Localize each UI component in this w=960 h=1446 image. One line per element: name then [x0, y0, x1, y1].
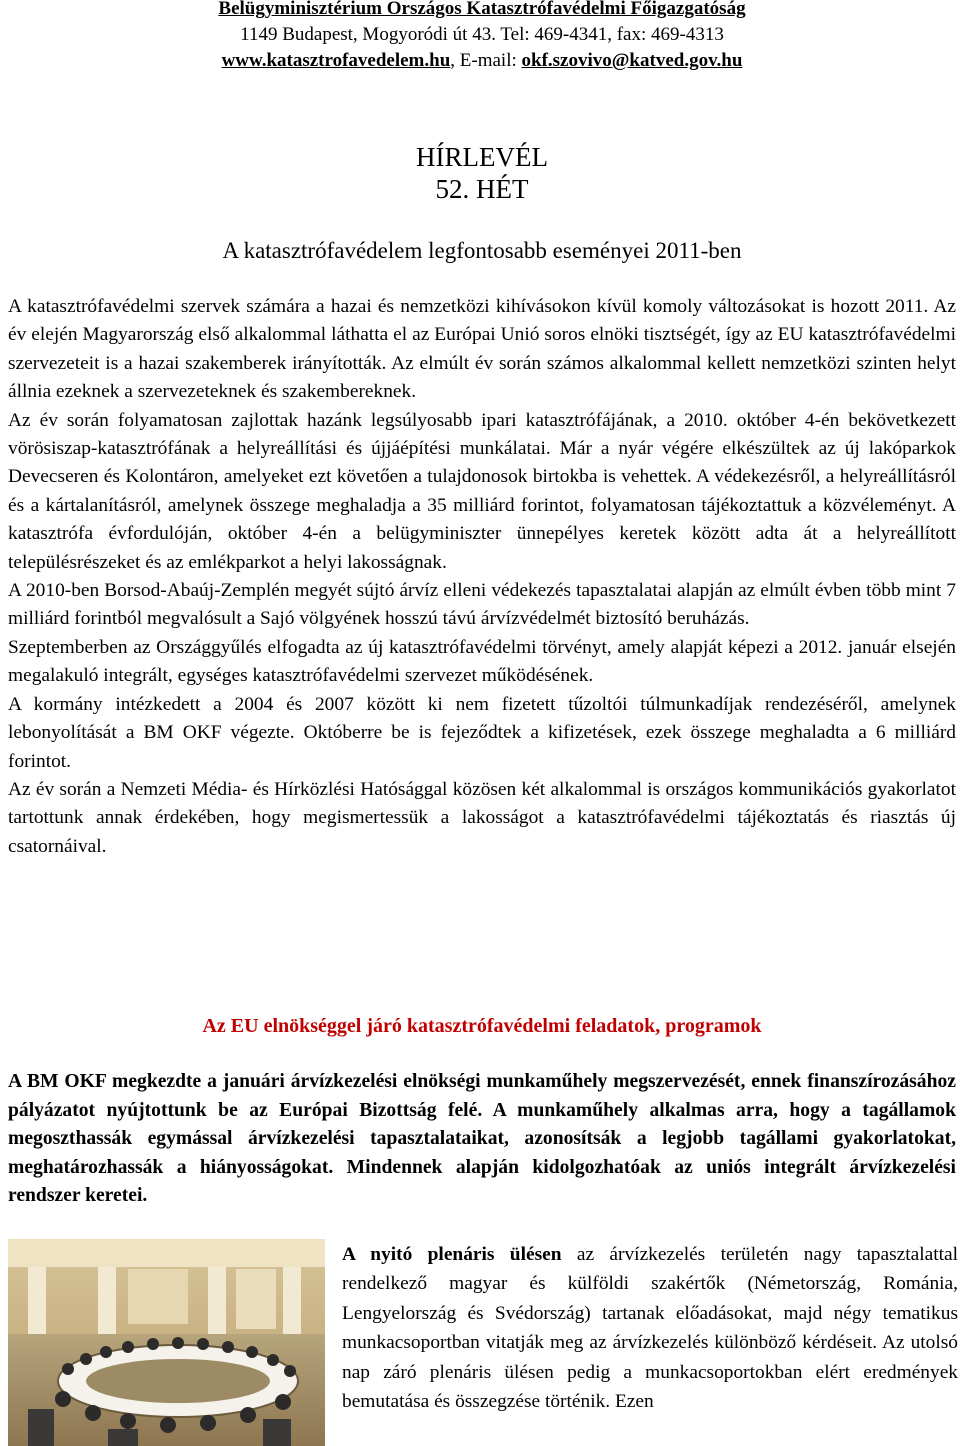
paragraph: A 2010-ben Borsod-Abaúj-Zemplén megyét sújtó árvíz elleni védekezés tapasztalatai alapján az elmúlt évben több mint 7 milliárd forintból megvalósult a Sajó völgyének hosszú távú árvízvédelmét biztosító beruházás. — [8, 580, 956, 630]
email-label: , E-mail: — [450, 50, 522, 71]
paragraph: A katasztrófavédelmi szervek számára a hazai és nemzetközi kihívásokon kívül komoly változásokat is hozott 2011. Az év elején Magyarország első alkalommal láthatta el az Európai Unió soros elnöki tisztségét, így az EU katasztrófavédelmi szervezeteit is a hazai szakemberek irányították. Az elmúlt év során számos alkalommal kellett nemzetközi szinten helyt állnia ezeknek a szervezeteknek és szakembereknek. — [8, 296, 956, 403]
week-number: 52. HÉT — [435, 174, 529, 204]
paragraph: Az év során a Nemzeti Média- és Hírközlési Hatósággal közösen két alkalommal is országos kommunikációs gyakorlatot tartottunk annak érdekében, hogy megismertessük a lakosságot a katasztrófavédelmi tájékoztatás és riasztás új csatornáival. — [8, 778, 956, 857]
paragraph: Az év során folyamatosan zajlottak hazánk legsúlyosabb ipari katasztrófájának, a 2010. október 4-én bekövetkezett vörösiszap-katasztrófának a helyreállítási és újjáépítési munkálatai. Már a nyár végére elkészültek az új lakóparkok Devecseren és Kolontáron, amelyeket ezt követően a tulajdonosok birtokba is vehettek. A védekezésről, a helyreállításról és a kártalanításról, amelynek összege meghaladja a 35 milliárd forintot, folyamatosan tájékoztattuk a közvéleményt. A katasztrófa évfordulóján, október 4-én a belügyminiszter ünnepélyes keretek között adta át a helyreállított településrészeket és az emlékparkot a helyi lakosságnak. — [8, 409, 956, 573]
section-heading: Az EU elnökséggel járó katasztrófavédelmi feladatok, programok — [202, 1015, 762, 1037]
paragraph: Szeptemberben az Országgyűlés elfogadta az új katasztrófavédelmi törvényt, amely alapját képezi a 2012. január elsején megalakuló integrált, egységes katasztrófavédelmi szervezet működésének. — [8, 636, 956, 687]
side-lead: A nyitó plenáris ülésen — [342, 1244, 562, 1265]
paragraph: A kormány intézkedett a 2004 és 2007 között ki nem fizetett tűzoltói túlmunkadíjak rendezéséről, amelynek lebonyolítását a BM OKF végezte. Októberre be is fejeződtek a kifizetések, ezek összege meghaladta a 6 milliárd forintot. — [8, 693, 956, 772]
bold-paragraph: A BM OKF megkezdte a januári árvízkezelési elnökségi munkaműhely megszervezését, ennek finanszírozásához pályázatot nyújtottunk be az Európai Bizottság felé. A munkaműhely alkalmas arra, hogy a tagállamok megoszthassák egymással árvízkezelési tapasztalataikat, azonosítsák a legjobb tagállami gyakorlatokat, meghatározhassák a hiányosságokat. Mindennek alapján kidolgozhatóak az uniós integrált árvízkezelési rendszer keretei. — [8, 1071, 956, 1207]
main-heading: A katasztrófavédelem legfontosabb eseményei 2011-ben — [222, 238, 742, 263]
newsletter-title: HÍRLEVÉL — [416, 142, 548, 172]
side-paragraph — [342, 1240, 958, 1416]
side-text: az árvízkezelés területén nagy tapasztalattal rendelkező magyar és külföldi szakértők (Németország, Románia, Lengyelország és Svédország) tartanak előadásokat, majd négy tematikus munkacsoportban vitatják meg az árvízkezelés különböző kérdéseit. Az utolsó nap záró plenáris ülésen pedig a munkacsoportokban elért eredmények bemutatása és összegzése történik. Ezen — [342, 1244, 958, 1413]
organization-name: Belügyminisztérium Országos Katasztrófavédelmi Főigazgatóság — [218, 0, 746, 19]
conference-photo — [8, 1239, 325, 1446]
website-link[interactable]: www.katasztrofavedelem.hu — [221, 50, 451, 71]
email-link[interactable]: okf.szovivo@katved.gov.hu — [521, 50, 743, 71]
organization-address: 1149 Budapest, Mogyoródi út 43. Tel: 469-4341, fax: 469-4313 — [240, 24, 724, 45]
contact-line — [0, 48, 960, 74]
article-body — [8, 293, 956, 861]
